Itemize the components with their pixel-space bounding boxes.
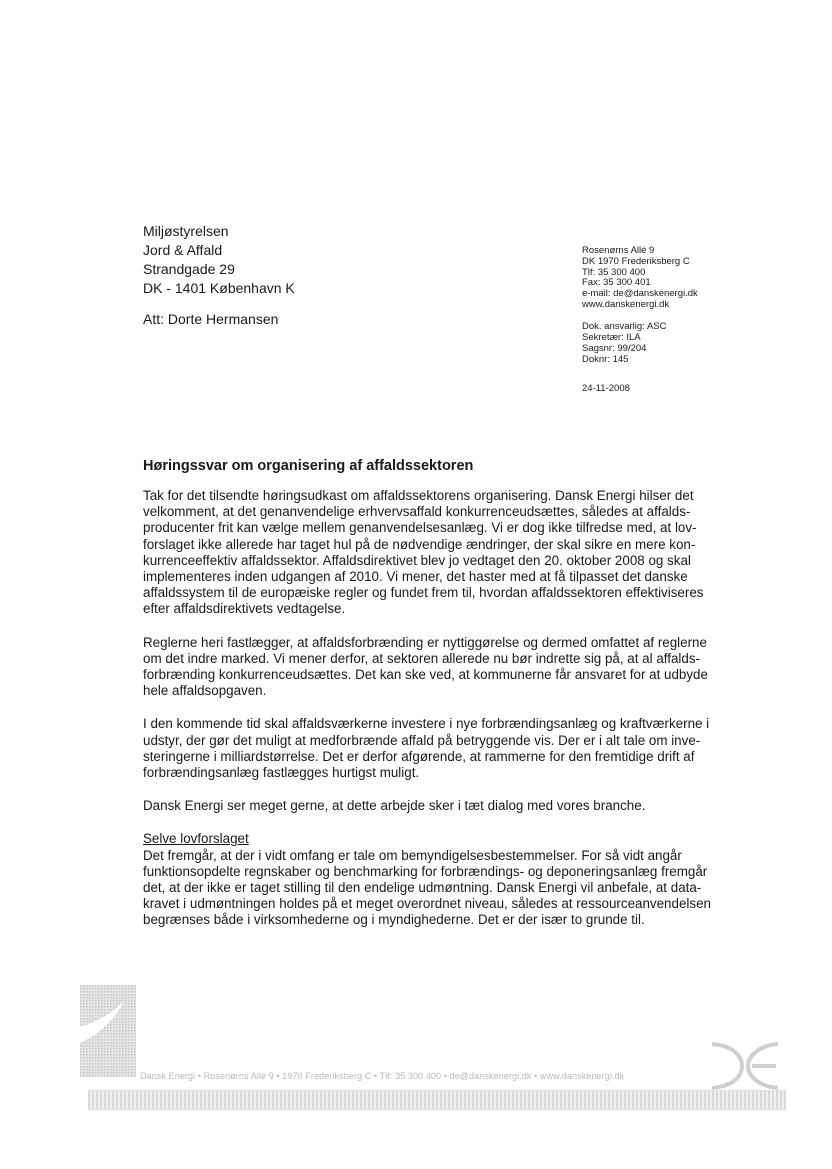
text-line: funktionsopdelte regnskaber og benchmarking for forbrændings- og deponeringsanlæg fremgår <box>143 863 708 879</box>
text-line: implementeres inden udgangen af 2010. Vi mener, det haster med at få tilpasset det danske <box>143 569 688 585</box>
sender-line: Tlf: 35 300 400 <box>582 266 646 278</box>
text-line: forbrændingsanlæg fastlægges hurtigst muligt. <box>143 765 420 781</box>
text-line: forslaget ikke allerede har taget hul på de nødvendige ændringer, der skal sikre en mere kon- <box>143 536 696 552</box>
letter-title: Høringssvar om organisering af affaldssektoren <box>143 458 474 474</box>
text-line: udstyr, der gør det muligt at medforbrænde affald på betryggende vis. Der er i alt tale om inve- <box>143 732 701 748</box>
recipient-line: DK - 1401 København K <box>143 280 295 296</box>
recipient-line: Jord & Affald <box>143 242 223 258</box>
text-line: kurrenceeffektiv affaldssektor. Affaldsdirektivet blev jo vedtaget den 20. oktober 2008 og skal <box>143 552 691 568</box>
section-lovforslaget <box>143 831 735 928</box>
text-line: velkomment, at det genanvendelige erhvervsaffald konkurrenceudsættes, således at affalds- <box>143 504 691 520</box>
text-line: om det indre marked. Vi mener derfor, at sektoren allerede nu bør indrette sig på, at al affalds- <box>143 650 700 666</box>
dansk-energi-logo-icon <box>706 1036 786 1096</box>
text-line: Reglerne heri fastlægger, at affaldsforbrænding er nyttiggørelse og dermed omfattet af reglerne <box>143 634 707 650</box>
text-line: det, at der ikke er taget stilling til den endelige udmøntning. Dansk Energi vil anbefale, at data- <box>143 880 702 896</box>
document-references <box>582 321 666 365</box>
sender-email: e-mail: de@danskenergi.dk <box>582 288 698 300</box>
footer-band <box>88 1090 786 1110</box>
paragraph <box>143 488 735 618</box>
reference-line: Dok. ansvarlig: ASC <box>582 321 667 332</box>
text-line: hele affaldsopgaven. <box>143 683 267 699</box>
paragraph <box>143 635 735 700</box>
text-line: kravet i udmøntningen holdes på et meget overordnet niveau, således at ressourceanvendelsen <box>143 896 711 912</box>
text-line: affaldssystem til de europæiske regler og fundet frem til, hvordan affaldssektoren effektiviseres <box>143 585 704 601</box>
reference-line: Doknr: 145 <box>582 354 629 365</box>
recipient-address <box>143 222 295 298</box>
letterhead-corner-graphic <box>80 985 136 1077</box>
text-line: efter affaldsdirektivets vedtagelse. <box>143 601 346 617</box>
text-line: steringerne i milliardstørrelse. Det er derfor afgørende, at rammerne for den fremtidige drift af <box>143 748 695 764</box>
sender-website: www.danskenergi.dk <box>582 298 670 310</box>
recipient-line: Strandgade 29 <box>143 261 235 277</box>
text-line: I den kommende tid skal affaldsværkerne investere i nye forbrændingsanlæg og kraftværkerne i <box>143 716 710 732</box>
paragraph <box>143 798 735 814</box>
text-line: begrænses både i virksomhederne og i myndighederne. Det er der især to grunde til. <box>143 912 645 928</box>
reference-line: Sagsnr: 99/204 <box>582 343 647 354</box>
sender-line: DK 1970 Frederiksberg C <box>582 255 690 267</box>
attention-line: Att: Dorte Hermansen <box>143 311 279 327</box>
text-line: Dansk Energi ser meget gerne, at dette arbejde sker i tæt dialog med vores branche. <box>143 798 646 814</box>
reference-line: Sekretær: ILA <box>582 332 641 343</box>
text-line: forbrænding konkurrenceudsættes. Det kan ske ved, at kommunerne får ansvaret for at udbyde <box>143 667 708 683</box>
paragraph <box>143 716 735 781</box>
sender-line: Fax: 35 300 401 <box>582 277 651 289</box>
section-heading: Selve lovforslaget <box>143 831 249 847</box>
text-line: producenter frit kan vælge mellem genanvendelsesanlæg. Vi er dog ikke tilfredse med, at lov- <box>143 520 697 536</box>
text-line: Tak for det tilsendte høringsudkast om affaldssektorens organisering. Dansk Energi hilser det <box>143 488 694 503</box>
letter-date: 24-11-2008 <box>582 383 630 394</box>
text-line: Det fremgår, at der i vidt omfang er tale om bemyndigelsesbestemmelser. For så vidt angår <box>143 847 682 863</box>
footer-contact-line: Dansk Energi • Rosenørns Allé 9 • 1970 Frederiksberg C • Tlf: 35 300 400 • de@danskenergi.dk • www.danskenergi.dk <box>140 1071 625 1081</box>
sender-address <box>582 246 698 311</box>
sender-line: Rosenørns Allé 9 <box>582 245 655 256</box>
recipient-line: Miljøstyrelsen <box>143 223 229 239</box>
letter-body <box>143 488 735 929</box>
